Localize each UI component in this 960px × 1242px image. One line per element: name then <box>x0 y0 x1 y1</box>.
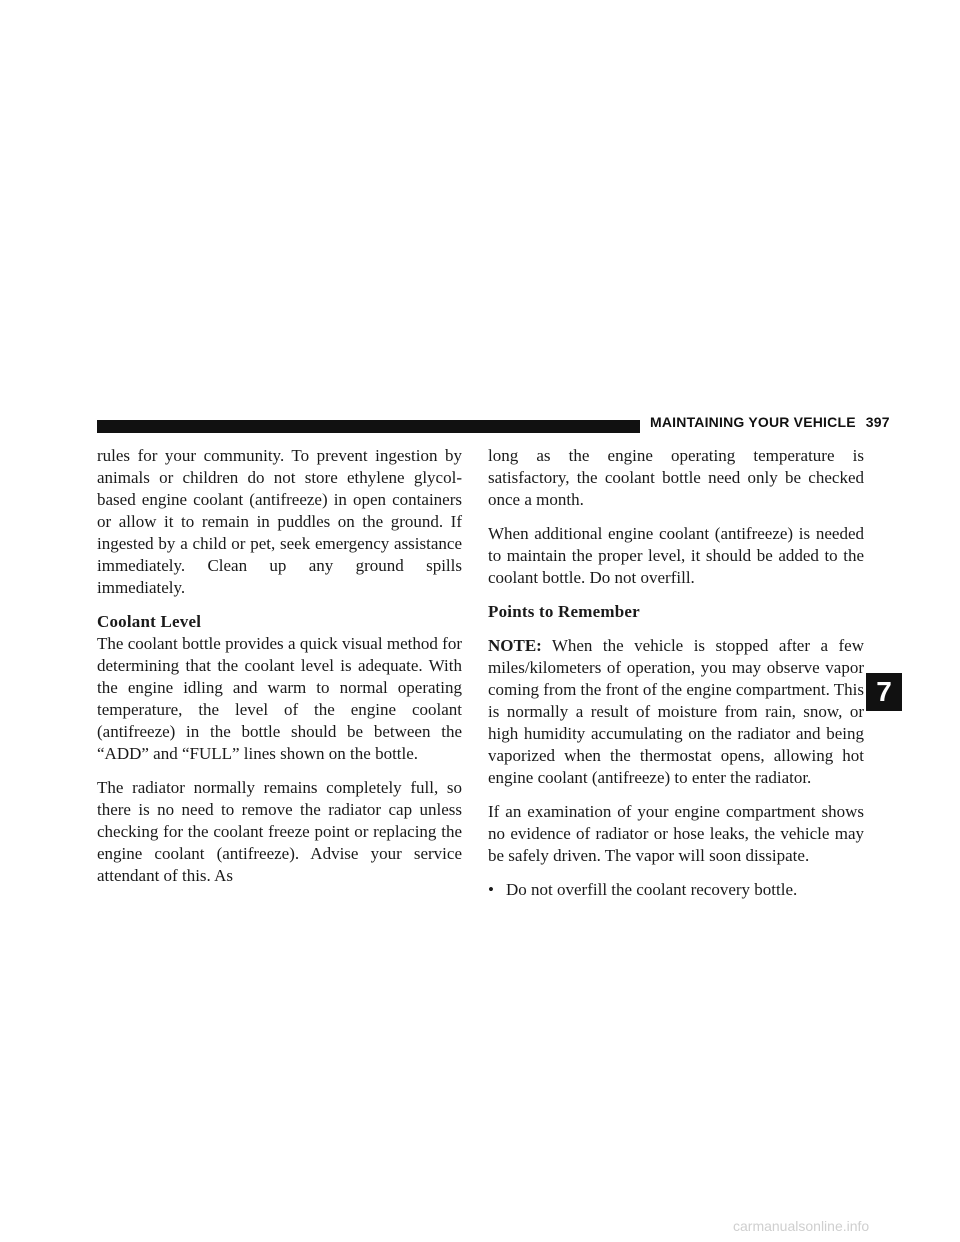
chapter-tab: 7 <box>866 673 902 711</box>
heading-points-to-remember: Points to Remember <box>488 602 640 621</box>
paragraph-radiator-full: The radiator normally remains completely full, so there is no need to remove the radiator cap unless checking for the coolant freeze point or replacing the engine coolant (antifreeze). Advise your service attendant of this. As <box>97 778 462 885</box>
page-number: 397 <box>865 414 890 430</box>
left-column <box>97 445 462 899</box>
bullet-text: Do not overfill the coolant recovery bottle. <box>506 880 798 899</box>
note-label: NOTE: <box>488 636 542 655</box>
paragraph-coolant-bottle: The coolant bottle provides a quick visual method for determining that the coolant level is adequate. With the engine idling and warm to normal operating temperature, the level of the engine coolant (antifreeze) in the bottle should be between the “ADD” and “FULL” lines shown on the bottle. <box>97 634 462 763</box>
paragraph-additional-coolant: When additional engine coolant (antifreeze) is needed to maintain the proper level, it should be added to the coolant bottle. Do not overfill. <box>488 524 864 587</box>
heading-coolant-level: Coolant Level <box>97 612 202 631</box>
note-text: When the vehicle is stopped after a few miles/kilometers of operation, you may observe vapor coming from the front of the engine compartment. This is normally a result of moisture from rain, snow, or high humidity accumulating on the radiator and being vaporized when the thermostat opens, allowing hot engine coolant (antifreeze) to enter the radiator. <box>488 636 864 787</box>
paragraph-hose-leaks: If an examination of your engine compartment shows no evidence of radiator or hose leaks, the vehicle may be safely driven. The vapor will soon dissipate. <box>488 802 864 865</box>
header-rule <box>97 420 640 433</box>
note-paragraph <box>488 635 864 789</box>
bullet-icon: • <box>488 880 494 899</box>
paragraph-operating-temperature: long as the engine operating temperature is satisfactory, the coolant bottle need only be checked once a month. <box>488 446 864 509</box>
watermark: carmanualsonline.info <box>733 1218 870 1234</box>
paragraph-community-rules: rules for your community. To prevent ingestion by animals or children do not store ethylene glycol-based engine coolant (antifreeze) in open containers or allow it to remain in puddles on the ground. If ingested by a child or pet, seek emergency assistance immediately. Clean up any ground spills immediately. <box>97 446 462 597</box>
running-header <box>650 414 890 430</box>
right-column <box>488 445 864 901</box>
bullet-item <box>488 879 864 901</box>
section-title: MAINTAINING YOUR VEHICLE <box>650 414 856 430</box>
